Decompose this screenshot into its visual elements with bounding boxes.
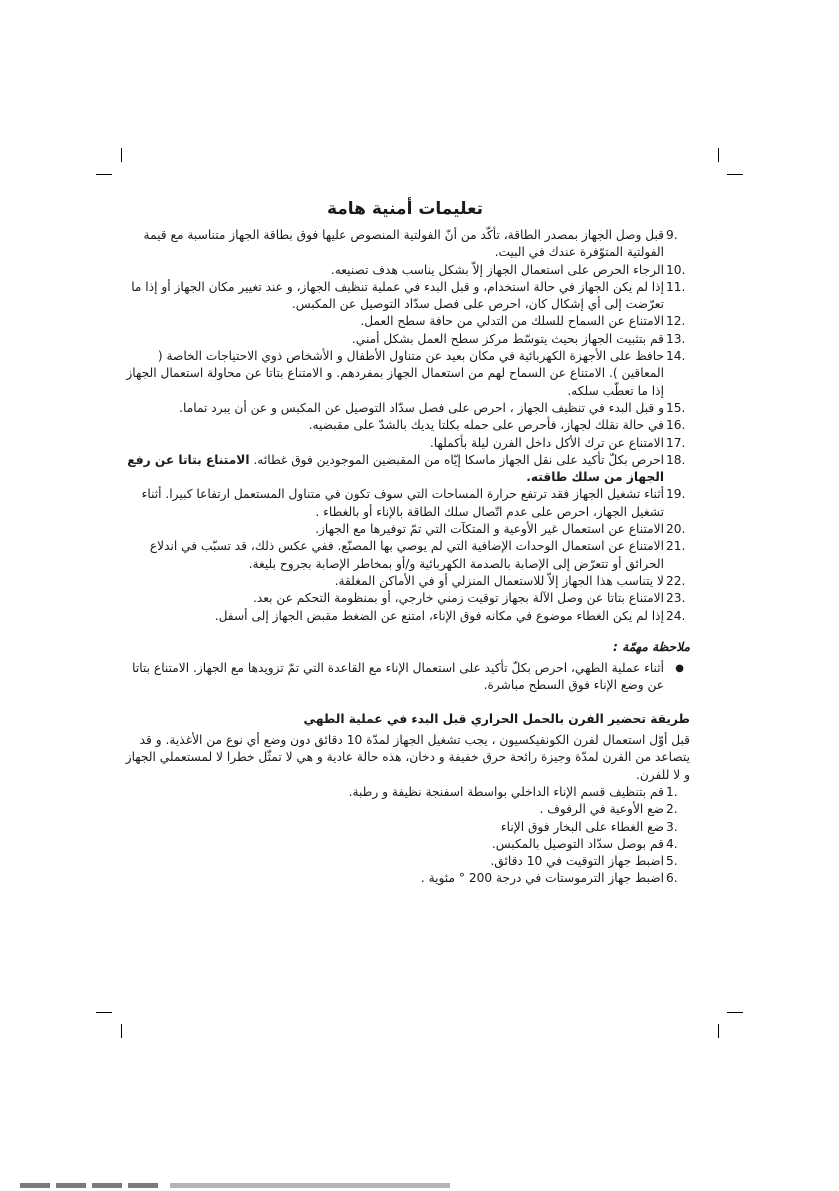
list-item xyxy=(120,262,690,279)
crop-mark-top-left-v xyxy=(121,148,122,162)
registration-bar xyxy=(128,1183,158,1188)
item-number: 21. xyxy=(666,539,686,554)
step-text: ضع الأوعية في الرفوف . xyxy=(539,802,664,817)
item-number: 19. xyxy=(666,487,686,502)
document-page xyxy=(120,197,690,888)
list-item xyxy=(120,801,690,818)
item-text: الامتناع بتاتا عن وصل الآلة بجهاز توقيت زمني خارجي، أو بمنظومة التحكم عن بعد. xyxy=(252,591,664,606)
item-text: قم بتثبيت الجهاز بحيث يتوسّط مركز سطح العمل بشكل أمني. xyxy=(351,331,664,346)
item-text: احرص بكلّ تأكيد على نقل الجهاز ماسكا إيّاه من المقبضين الموجودين فوق غطائه. xyxy=(253,452,664,467)
prep-steps-list xyxy=(120,784,690,888)
item-number: 12. xyxy=(666,314,686,329)
list-item xyxy=(120,819,690,836)
item-number: 14. xyxy=(666,349,686,364)
item-number: 16. xyxy=(666,418,686,433)
list-item xyxy=(120,784,690,801)
item-text: الرجاء الحرص على استعمال الجهاز إلاّ بشكل يناسب هدف تصنيعه. xyxy=(330,262,664,277)
step-number: 1. xyxy=(666,784,678,799)
list-item xyxy=(120,573,690,590)
item-number: 24. xyxy=(666,608,686,623)
item-number: 10. xyxy=(666,262,686,277)
list-item xyxy=(120,836,690,853)
item-text: إذا لم يكن الغطاء موضوع في مكانه فوق الإناء، امتنع عن الضغط مقبض الجهاز إلى أسفل. xyxy=(214,608,664,623)
crop-mark-top-right-v xyxy=(718,148,719,162)
item-text: حافظ على الأجهزة الكهربائية في مكان بعيد عن متناول الأطفال و الأشخاص ذوي الاحتياجات الخاصة ( المعاقين ). الامتناع عن السماح لهم من استعمال الجهاز بمفردهم. و الامتناع بتاتا عن محاولة استعمال الجهاز إذا ما تعطّب سلكه. xyxy=(126,349,664,398)
step-number: 4. xyxy=(666,836,678,851)
step-text: ضع الغطاء على البخار فوق الإناء xyxy=(500,819,664,834)
list-item xyxy=(120,538,690,573)
item-bold-warning: الامتناع بتاتا عن رفع الجهاز من سلك طاقته. xyxy=(127,452,664,485)
list-item xyxy=(120,417,690,434)
registration-bar xyxy=(92,1183,122,1188)
item-number: 18. xyxy=(666,452,686,467)
note-text: أثناء عملية الطهي، احرص بكلّ تأكيد على استعمال الإناء مع القاعدة التي تمّ تزويدها مع الجهاز. الامتناع بتاتا عن وضع الإناء فوق السطح مباشرة. xyxy=(132,661,664,693)
step-text: اضبط جهاز الترموستات في درجة 200 ° مئوية . xyxy=(420,871,664,886)
crop-mark-bottom-left-h xyxy=(96,1012,112,1013)
list-item xyxy=(120,313,690,330)
item-text: إذا لم يكن الجهاز في حالة استخدام، و قبل البدء في عملية تنظيف الجهاز، و عند تغيير مكان الجهاز أو إذا ما تعرّضت إلى أي إشكال كان، احرص على فصل سدّاد التوصيل عن المكبس. xyxy=(131,279,664,312)
list-item xyxy=(120,590,690,607)
step-text: اضبط جهاز التوقيت في 10 دقائق. xyxy=(490,854,664,869)
note-paragraph xyxy=(120,660,690,695)
crop-mark-top-right-h xyxy=(727,174,743,175)
bullet-icon: ● xyxy=(675,663,684,675)
item-text: لا يتناسب هذا الجهاز إلاّ للاستعمال المنزلي أو في الأماكن المغلقة. xyxy=(334,573,664,588)
step-number: 6. xyxy=(666,871,678,886)
item-number: 17. xyxy=(666,435,686,450)
item-text: و قبل البدء في تنظيف الجهاز ، احرص على فصل سدّاد التوصيل عن المكبس و عن أن يبرد تماما. xyxy=(179,400,664,415)
list-item xyxy=(120,486,690,521)
item-text: الامتناع عن ترك الأكل داخل الفرن ليلة بأكملها. xyxy=(429,435,664,450)
step-text: قم بوصل سدّاد التوصيل بالمكبس. xyxy=(491,836,664,851)
list-item xyxy=(120,331,690,348)
prep-heading: طريقة تحضير الفرن بالحمل الحراري قبل البدء في عملية الطهي xyxy=(303,711,690,726)
list-item xyxy=(120,279,690,314)
item-number: 22. xyxy=(666,573,686,588)
item-text: الامتناع عن استعمال الوحدات الإضافية التي لم يوصي بها المصنّع. ففي عكس ذلك، قد تسبّب في اندلاع الحرائق أو تتعرّض إلى الإصابة بالصدمة الكهربائية و/أو بمخاطر الإصابة بجروح بليغة. xyxy=(149,539,664,571)
step-text: قم بتنظيف قسم الإناء الداخلي بواسطة اسفنجة نظيفة و رطبة. xyxy=(348,784,664,799)
step-number: 2. xyxy=(666,802,678,817)
list-item xyxy=(120,853,690,870)
print-registration-strip xyxy=(20,1181,450,1191)
prep-intro: قبل أوّل استعمال لفرن الكونفيكسيون ، يجب تشغيل الجهاز لمدّة 10 دقائق دون وضع أي نوع من الأغذية. و قد يتصاعد من الفرن لمدّة وجيزة رائحة حرق خفيفة و دخان، هذه حالة عادية و هي لا تمثّل خطرا لا لمستعملي الجهاز و لا للفرن. xyxy=(125,733,690,782)
list-item xyxy=(120,452,690,487)
item-number: 9. xyxy=(666,228,678,242)
item-text: الامتناع عن السماح للسلك من التدلي من حافة سطح العمل. xyxy=(360,314,664,329)
crop-mark-bottom-left-v xyxy=(121,1024,122,1038)
item-text: الامتناع عن استعمال غير الأوعية و المتكآت التي تمّ توفيرها مع الجهاز. xyxy=(315,522,664,537)
item-number: 13. xyxy=(666,331,686,346)
list-item xyxy=(120,608,690,625)
item-text: في حالة نقلك لجهاز، فأحرص على حمله بكلتا يديك بالشدّ على مقبضيه. xyxy=(308,418,664,433)
registration-bar xyxy=(56,1183,86,1188)
crop-mark-bottom-right-v xyxy=(718,1024,719,1038)
page-title: تعليمات أمنية هامة xyxy=(326,199,484,219)
note-heading: ملاحظة مهمّة : xyxy=(613,639,690,654)
item-number: 15. xyxy=(666,400,686,415)
item-number: 23. xyxy=(666,591,686,606)
crop-mark-bottom-right-h xyxy=(727,1012,743,1013)
list-item xyxy=(120,435,690,452)
list-item xyxy=(120,870,690,887)
list-item xyxy=(120,400,690,417)
crop-mark-top-left-h xyxy=(96,174,112,175)
item-number: 20. xyxy=(666,522,686,537)
list-item xyxy=(120,521,690,538)
safety-instructions-list xyxy=(120,227,690,625)
registration-bar xyxy=(170,1183,450,1188)
item-text: أثناء تشغيل الجهاز فقد ترتفع حرارة المساحات التي سوف تكون في متناول المستعمل ارتفاعا كبيرا. أثناء تشغيل الجهاز، احرص على عدم اتّصال سلك الطاقة بالإناء أو بالغطاء . xyxy=(141,487,664,519)
registration-bar xyxy=(20,1183,50,1188)
step-number: 3. xyxy=(666,819,678,834)
list-item xyxy=(120,348,690,400)
step-number: 5. xyxy=(666,854,678,869)
list-item xyxy=(120,227,690,262)
item-number: 11. xyxy=(666,279,686,294)
item-text: قبل وصل الجهاز بمصدر الطاقة، تأكّد من أنّ الفولتية المنصوص عليها فوق بطاقة الجهاز متناسبة مع قيمة الفولتية المتوّفرة عندك في البيت. xyxy=(143,228,664,260)
